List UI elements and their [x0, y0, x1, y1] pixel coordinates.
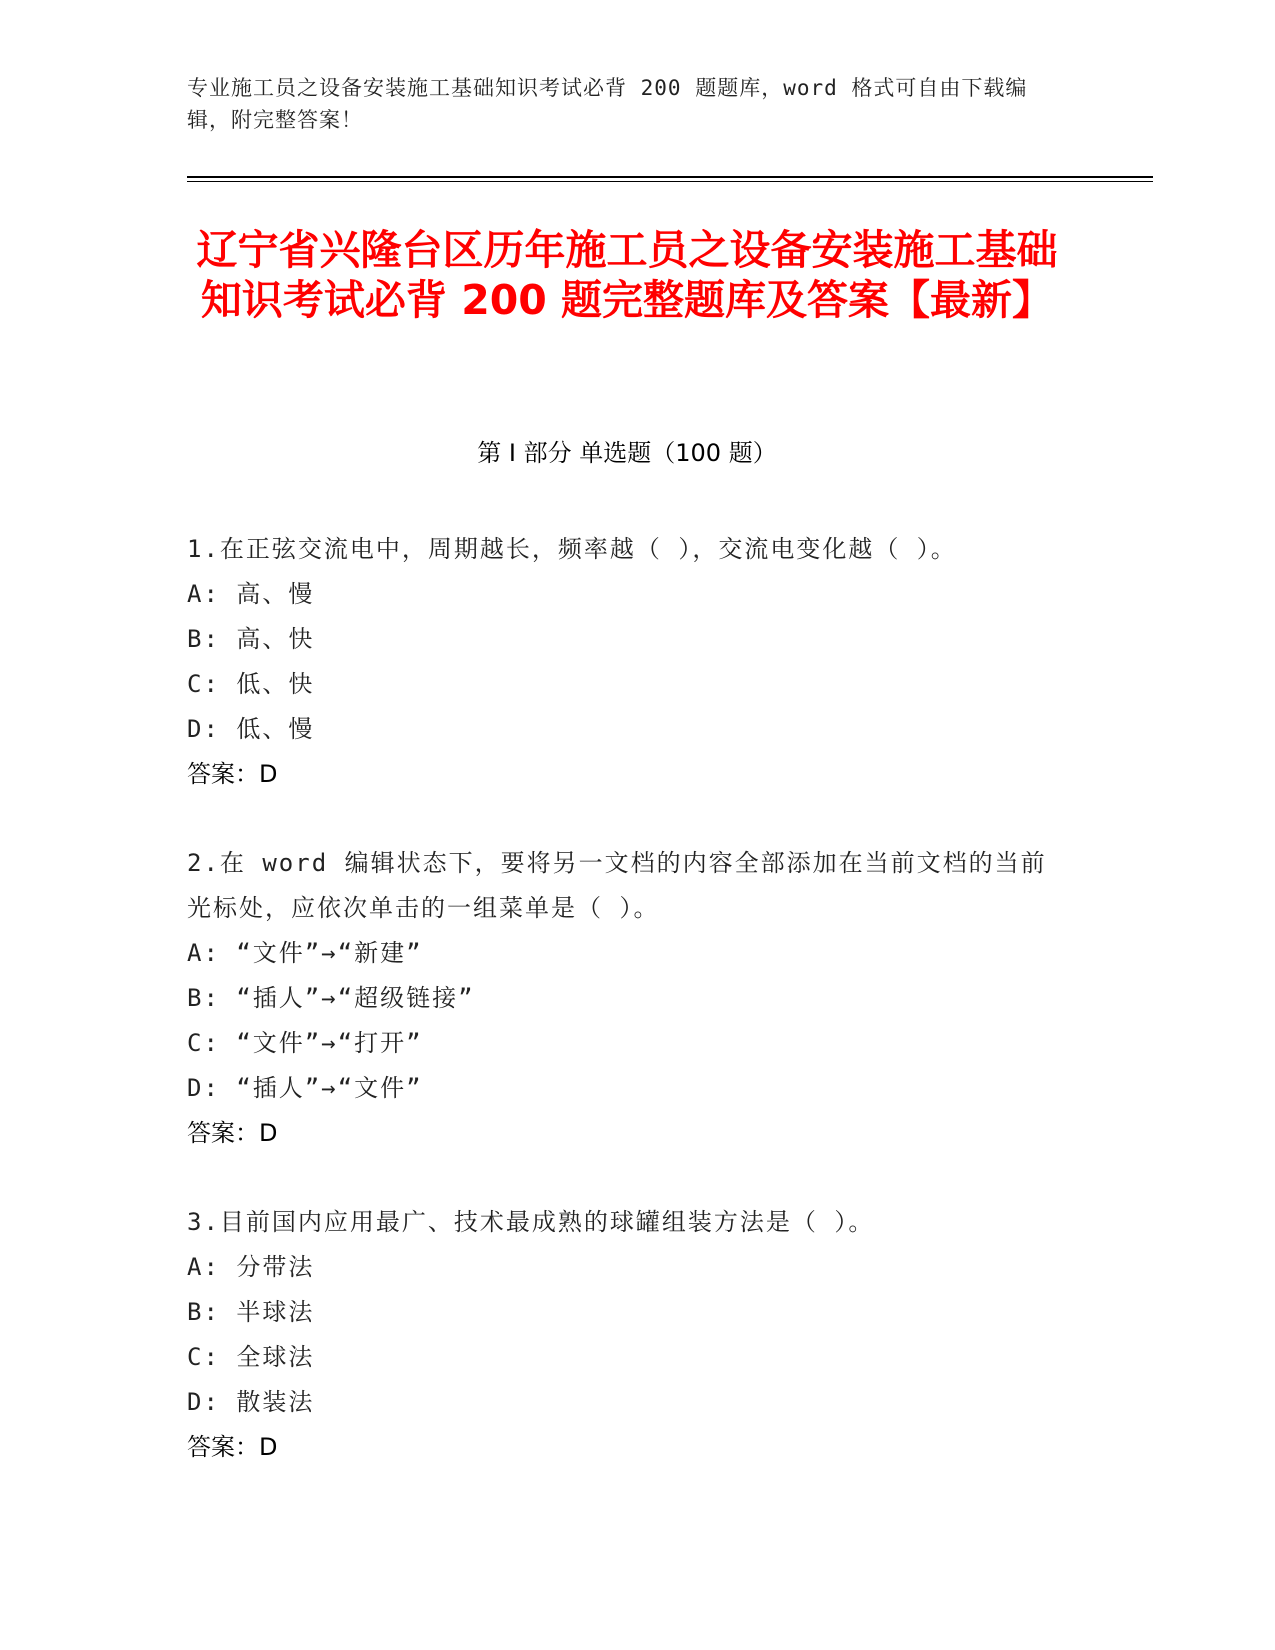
section-heading: 第 I 部分 单选题（100 题）: [477, 439, 777, 467]
option-c: C: 低、快: [187, 670, 315, 698]
answer: 答案：D: [187, 1119, 278, 1147]
header-note: 专业施工员之设备安装施工基础知识考试必背 200 题题库，word 格式可自由下载编辑，附完整答案！: [187, 76, 1028, 132]
option-a: A: 分带法: [187, 1253, 315, 1281]
option-a: A: “文件”→“新建”: [187, 939, 423, 967]
answer: 答案：D: [187, 760, 278, 788]
question-text: 2.在 word 编辑状态下，要将另一文档的内容全部添加在当前文档的当前光标处，应依次单击的一组菜单是（ ）。: [187, 849, 1047, 922]
question-text: 1.在正弦交流电中，周期越长，频率越（ ），交流电变化越（ ）。: [187, 535, 957, 563]
question-2: [187, 841, 1067, 1156]
question-list: [187, 527, 1067, 1514]
header-rule: [187, 176, 1153, 178]
option-c: C: 全球法: [187, 1343, 315, 1371]
question-1: [187, 527, 1067, 797]
option-d: D: 低、慢: [187, 715, 315, 743]
option-c: C: “文件”→“打开”: [187, 1029, 423, 1057]
option-b: B: “插人”→“超级链接”: [187, 984, 475, 1012]
document-title: 辽宁省兴隆台区历年施工员之设备安装施工基础知识考试必背 200 题完整题库及答案【最新】: [196, 226, 1058, 324]
header-rule-thin: [187, 181, 1153, 182]
option-b: B: 高、快: [187, 625, 315, 653]
option-b: B: 半球法: [187, 1298, 315, 1326]
option-d: D: 散装法: [187, 1388, 315, 1416]
option-a: A: 高、慢: [187, 580, 315, 608]
answer: 答案：D: [187, 1433, 278, 1461]
question-text: 3.目前国内应用最广、技术最成熟的球罐组装方法是（ ）。: [187, 1208, 875, 1236]
option-d: D: “插人”→“文件”: [187, 1074, 423, 1102]
question-3: [187, 1200, 1067, 1470]
